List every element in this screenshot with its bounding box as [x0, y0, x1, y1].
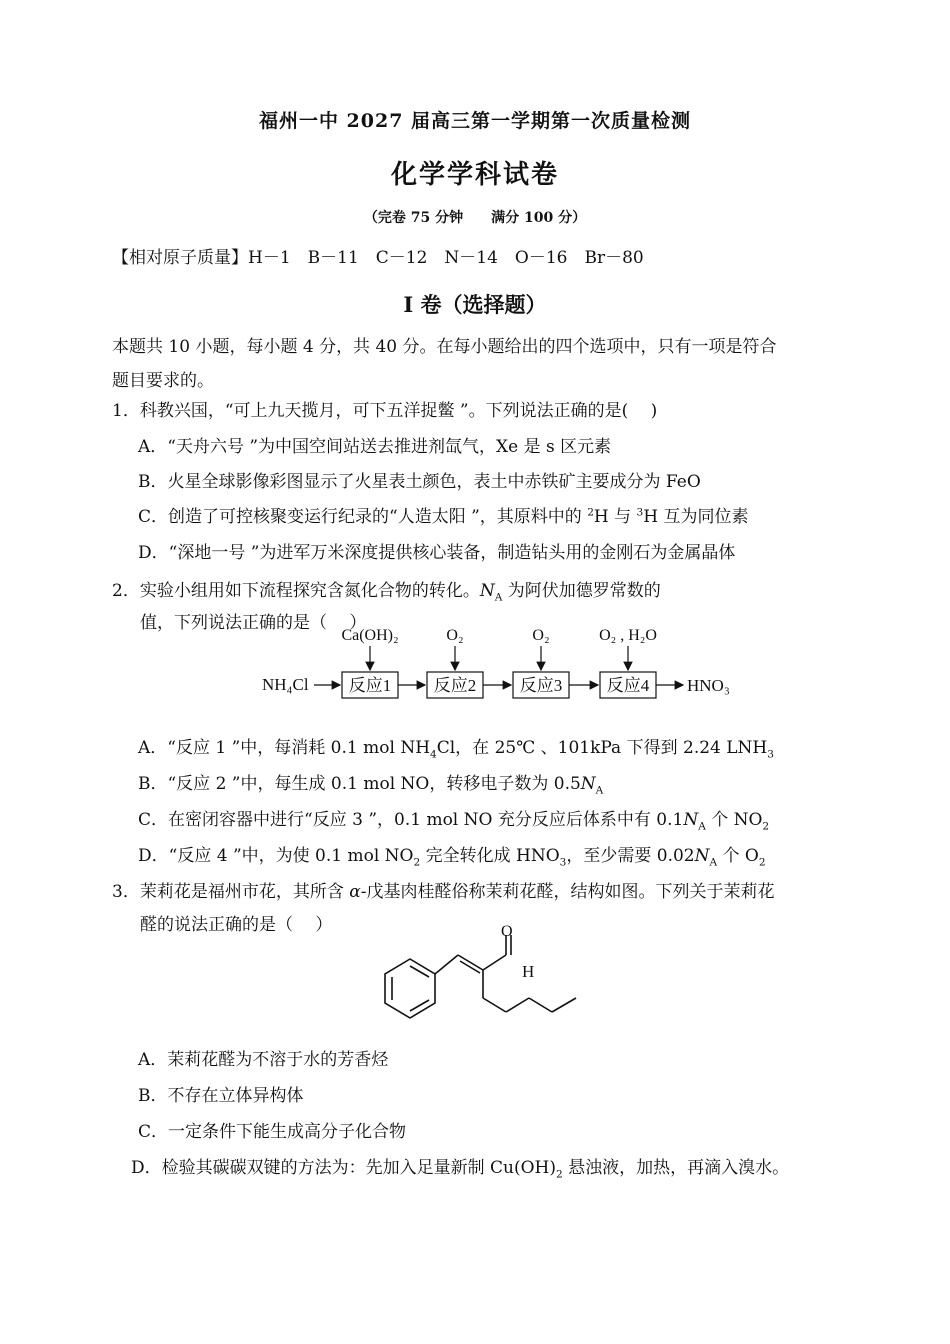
q1-option-c: C．创造了可控核聚变运行纪录的“人造太阳 ”，其原料中的 $^2$H 与 $^3$H 互为同位素 [138, 506, 749, 527]
q2-option-c: C．在密闭容器中进行“反应 3 ”，0.1 mol NO 充分反应后体系中有 $0.1N_A$ 个 $NO_2$ [138, 810, 770, 833]
section-title: I 卷（选择题） [403, 292, 547, 317]
flow-reagent-2: O₂ [446, 627, 464, 644]
flow-start: NH₄Cl [262, 675, 309, 694]
q3-option-b: B．不存在立体异构体 [138, 1086, 304, 1106]
flow-box-4-label: 反应4 [606, 676, 650, 695]
section-intro-line2: 题目要求的。 [112, 371, 214, 391]
q2-option-d: D．“反应 4 ”中，为使 0.1 mol $NO_2$ 完全转化成 $HNO_3$，至少需要 $0.02N_A$ 个 $O_2$ [138, 846, 766, 869]
subject-title: 化学学科试卷 [390, 160, 559, 190]
structure-oxygen: O [501, 925, 513, 940]
flow-reagent-3: O₂ [532, 627, 550, 644]
q2-option-b: B．“反应 2 ”中，每生成 0.1 mol NO，转移电子数为 $0.5N_A$ [138, 774, 604, 797]
q1-option-a: A．“天舟六号 ”为中国空间站送去推进剂氙气，Xe 是 s 区元素 [138, 437, 612, 457]
q3-stem-line1: 3．茉莉花是福州市花，其所含 α-戊基肉桂醛俗称茉莉花醛，结构如图。下列关于茉莉花 [112, 882, 775, 902]
flow-end: HNO₃ [687, 676, 730, 695]
exam-info: （完卷 75 分钟 满分 100 分） [363, 210, 587, 226]
q2-stem-line1: 2．实验小组用如下流程探究含氮化合物的转化。$N_A$ 为阿伏加德罗常数的 [112, 581, 661, 604]
flow-box-2-label: 反应2 [433, 676, 477, 695]
q3-option-d: D．检验其碳碳双键的方法为：先加入足量新制 $Cu(OH)_2$ 悬浊液，加热，再滴入溴水。 [131, 1158, 790, 1181]
nitrogen-flow-diagram [250, 620, 750, 710]
q2-option-a: A．“反应 1 ”中，每消耗 0.1 mol $NH_4Cl$，在 25℃ 、101kPa 下得到 2.24 $LNH_3$ [138, 738, 774, 761]
flow-reagent-1: Ca(OH)₂ [341, 627, 399, 644]
q1-option-b: B．火星全球影像彩图显示了火星表土颜色，表土中赤铁矿主要成分为 FeO [138, 472, 701, 492]
exam-header: 福州一中 2027 届高三第一学期第一次质量检测 [258, 110, 692, 132]
flow-box-1-label: 反应1 [348, 676, 392, 695]
q1-option-d: D．“深地一号 ”为进军万米深度提供核心装备，制造钻头用的金刚石为金属晶体 [138, 543, 736, 563]
q1-stem: 1．科教兴国，“可上九天揽月，可下五洋捉鳖 ”。下列说法正确的是( ) [112, 401, 658, 421]
q3-option-a: A．茉莉花醛为不溶于水的芳香烃 [138, 1050, 389, 1070]
q2-stem-line2: 值，下列说法正确的是（ ） [140, 613, 367, 633]
flow-box-3-label: 反应3 [519, 676, 563, 695]
jasminaldehyde-structure [380, 925, 620, 1025]
section-intro-line1: 本题共 10 小题，每小题 4 分，共 40 分。在每小题给出的四个选项中，只有一项是符合 [112, 337, 777, 357]
q3-option-c: C．一定条件下能生成高分子化合物 [138, 1122, 407, 1142]
q3-stem-line2: 醛的说法正确的是（ ） [140, 915, 333, 935]
structure-hydrogen: H [522, 962, 535, 981]
atomic-mass-line: 【相对原子质量】H－1 B－11 C－12 N－14 O－16 Br－80 [112, 248, 644, 268]
flow-reagent-4: O₂ , H₂O [599, 627, 657, 644]
